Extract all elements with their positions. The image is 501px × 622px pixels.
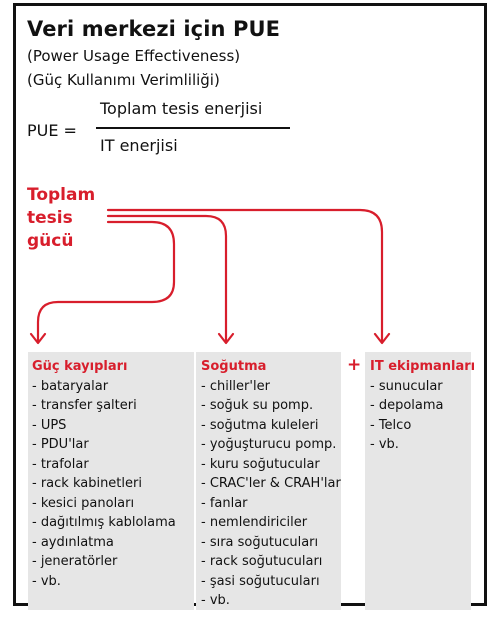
total-power-line: gücü (27, 231, 74, 251)
list-item: - vb. (32, 573, 61, 589)
power-losses-header: Güç kayıpları (32, 359, 128, 374)
subtitle-turkish: (Güç Kullanımı Verimliliği) (27, 71, 220, 89)
list-item: - Telco (370, 417, 412, 433)
list-item: - yoğuşturucu pomp. (201, 437, 337, 452)
list-item: - rack soğutucuları (201, 554, 323, 569)
power-losses-column (32, 357, 176, 591)
list-item: - soğutma kuleleri (201, 417, 319, 433)
list-item: - soğuk su pomp. (201, 398, 314, 413)
arrow-to-it-equipment (108, 210, 382, 342)
list-item: - PDU'lar (32, 437, 89, 452)
list-item: - sunucular (370, 378, 443, 394)
list-item: - rack kabinetleri (32, 476, 142, 491)
list-item: - kesici panoları (32, 495, 135, 511)
it-equipment-column (370, 357, 475, 455)
formula-denominator: IT enerjisi (100, 136, 178, 155)
diagram-title: Veri merkezi için PUE (27, 17, 281, 41)
list-item: - UPS (32, 417, 67, 433)
cooling-header: Soğutma (201, 359, 267, 374)
list-item: - jeneratörler (32, 554, 118, 569)
formula-lhs: PUE = (27, 121, 77, 140)
list-item: - kuru soğutucular (201, 456, 320, 472)
list-item: - trafolar (32, 456, 89, 472)
it-equipment-header: IT ekipmanları (370, 359, 476, 374)
list-item: - fanlar (201, 495, 248, 511)
list-item: - sıra soğutucuları (201, 534, 319, 550)
list-item: - transfer şalteri (32, 398, 137, 413)
total-power-line: Toplam (27, 185, 96, 205)
subtitle-english: (Power Usage Effectiveness) (27, 47, 241, 65)
list-item: - şasi soğutucuları (201, 573, 320, 589)
formula-numerator: Toplam tesis enerjisi (100, 99, 263, 118)
list-item: - dağıtılmış kablolama (32, 515, 176, 530)
list-item: - bataryalar (32, 378, 109, 394)
list-item: - aydınlatma (32, 534, 114, 550)
list-item: - nemlendiriciler (201, 515, 308, 530)
plus-sign: + (347, 355, 362, 375)
arrow-to-power-losses (38, 222, 174, 342)
list-item: - vb. (201, 593, 230, 608)
list-item: - CRAC'ler & CRAH'lar (201, 476, 341, 491)
cooling-column (201, 357, 341, 611)
list-item: - depolama (370, 398, 444, 413)
total-power-line: tesis (27, 208, 73, 228)
list-item: - chiller'ler (201, 378, 270, 394)
arrow-to-cooling (108, 216, 226, 342)
list-item: - vb. (370, 437, 399, 452)
